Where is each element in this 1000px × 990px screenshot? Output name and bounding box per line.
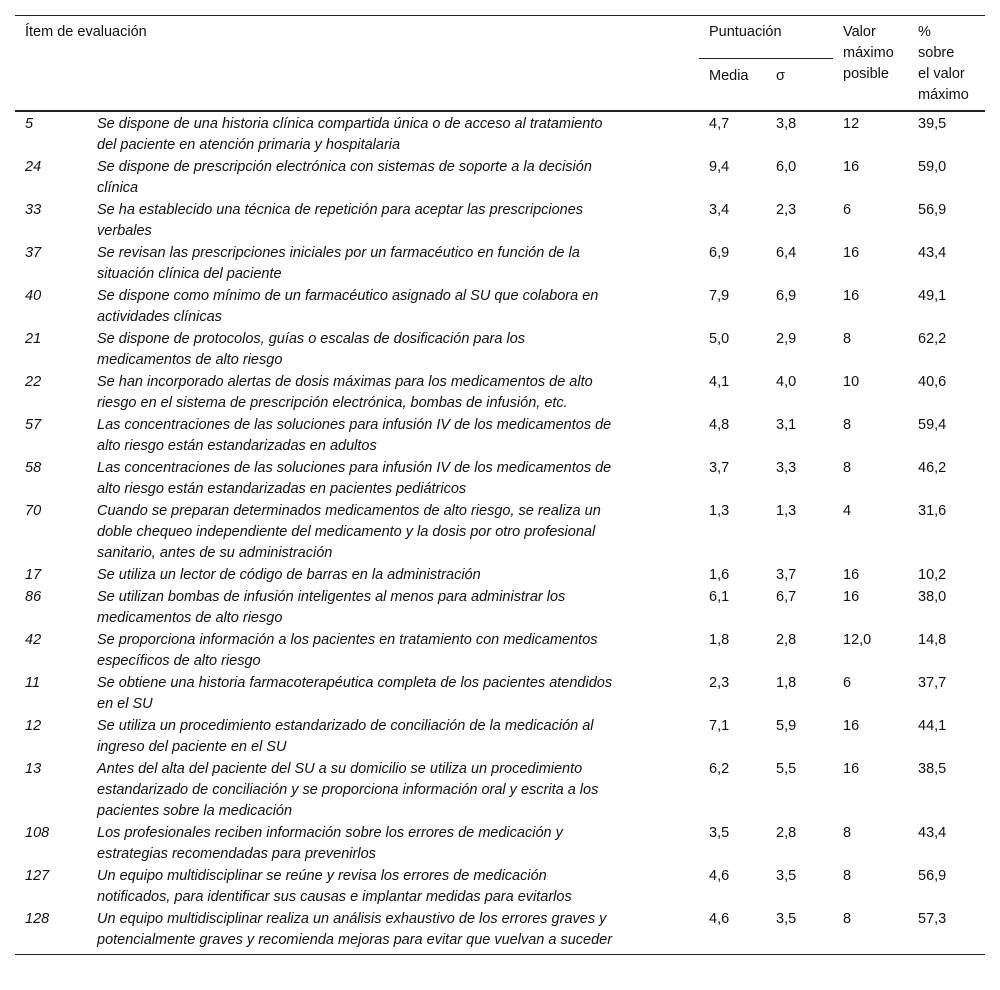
- description-line: Se utiliza un procedimiento estandarizado de conciliación de la medicación al: [97, 718, 594, 734]
- description-line: estandarizado de conciliación y se proporciona información oral y escrita a los: [97, 782, 599, 798]
- max-value: 16: [843, 567, 860, 583]
- item-number: 33: [25, 202, 42, 218]
- item-description: [87, 415, 699, 458]
- item-number: 40: [25, 288, 42, 304]
- media-value: 4,1: [709, 374, 730, 390]
- pct-value: 43,4: [918, 825, 947, 841]
- header-porcentaje: % sobre el valor máximo: [908, 16, 985, 112]
- max-value: 12,0: [843, 632, 872, 648]
- description-line: Los profesionales reciben información sobre los errores de medicación y: [97, 825, 563, 841]
- description-line: medicamentos de alto riesgo: [97, 610, 283, 626]
- item-number: 11: [25, 675, 41, 691]
- item-description: [87, 243, 699, 286]
- description-line: Se dispone como mínimo de un farmacéutico asignado al SU que colabora en: [97, 288, 599, 304]
- media-value: 6,9: [709, 245, 730, 261]
- item-number: 12: [25, 718, 42, 734]
- media-value: 4,7: [699, 111, 766, 157]
- max-value: 16: [843, 718, 860, 734]
- table-row: [15, 157, 985, 200]
- description-line: Se han incorporado alertas de dosis máximas para los medicamentos de alto: [97, 374, 593, 390]
- media-value: 3,7: [709, 460, 730, 476]
- sigma-value: 3,7: [776, 567, 797, 583]
- item-description: [87, 673, 699, 716]
- sigma-value: 6,9: [776, 288, 797, 304]
- pct-value: 43,4: [918, 245, 947, 261]
- item-number: 70: [25, 503, 42, 519]
- pct-value: 62,2: [918, 331, 947, 347]
- media-value: 6,1: [709, 589, 730, 605]
- description-line: estrategias recomendadas para prevenirlos: [97, 846, 376, 862]
- sigma-value: 1,8: [776, 675, 797, 691]
- table-row: [15, 111, 985, 157]
- sigma-value: 1,3: [776, 503, 797, 519]
- description-line: Se dispone de una historia clínica compartida única o de acceso al tratamiento: [97, 116, 603, 132]
- description-line: doble chequeo independiente del medicamento y la dosis por otro profesional: [97, 524, 596, 540]
- table-row: [15, 501, 985, 565]
- item-number: 57: [25, 417, 42, 433]
- item-number: 42: [25, 632, 42, 648]
- media-value: 5,0: [709, 331, 730, 347]
- table-row: [15, 673, 985, 716]
- item-description: [87, 329, 699, 372]
- pct-value: 57,3: [908, 909, 985, 955]
- description-line: verbales: [97, 223, 152, 239]
- sigma-value: 5,9: [776, 718, 797, 734]
- sigma-value: 6,0: [776, 159, 797, 175]
- description-line: alto riesgo están estandarizadas en pacientes pediátricos: [97, 481, 467, 497]
- description-line: Un equipo multidisciplinar se reúne y revisa los errores de medicación: [97, 868, 547, 884]
- description-line: riesgo en el sistema de prescripción electrónica, bombas de infusión, etc.: [97, 395, 568, 411]
- item-description: [87, 565, 699, 587]
- pct-value: 10,2: [918, 567, 947, 583]
- sigma-value: 2,8: [776, 632, 797, 648]
- max-value: 6: [843, 675, 852, 691]
- max-value: 16: [843, 288, 860, 304]
- item-number: 21: [25, 331, 42, 347]
- header-media: Media: [709, 68, 749, 85]
- item-number: 58: [25, 460, 42, 476]
- media-value: 1,3: [709, 503, 730, 519]
- max-value: 16: [843, 589, 860, 605]
- table-row: [15, 565, 985, 587]
- sigma-value: 2,8: [776, 825, 797, 841]
- table-row: [15, 587, 985, 630]
- pct-value: 56,9: [918, 868, 947, 884]
- media-value: 2,3: [709, 675, 730, 691]
- pct-value: 37,7: [918, 675, 947, 691]
- media-value: 1,6: [709, 567, 730, 583]
- table-row: [15, 823, 985, 866]
- description-line: Se dispone de protocolos, guías o escalas de dosificación para los: [97, 331, 526, 347]
- item-description: [87, 823, 699, 866]
- item-description: [87, 372, 699, 415]
- description-line: en el SU: [97, 696, 153, 712]
- description-line: alto riesgo están estandarizadas en adultos: [97, 438, 377, 454]
- evaluation-table: [15, 15, 985, 955]
- description-line: Antes del alta del paciente del SU a su domicilio se utiliza un procedimiento: [97, 761, 583, 777]
- pct-value: 46,2: [918, 460, 947, 476]
- item-number: 127: [25, 868, 50, 884]
- table-row: [15, 200, 985, 243]
- description-line: Cuando se preparan determinados medicamentos de alto riesgo, se realiza un: [97, 503, 601, 519]
- item-number: 22: [25, 374, 42, 390]
- item-description: [87, 759, 699, 823]
- pct-value: 49,1: [918, 288, 947, 304]
- item-number: 37: [25, 245, 42, 261]
- item-number: 13: [25, 761, 42, 777]
- header-sigma: σ: [776, 68, 785, 85]
- item-number: 17: [25, 567, 42, 583]
- description-line: ingreso del paciente en el SU: [97, 739, 287, 755]
- table-row: [15, 415, 985, 458]
- sigma-value: 6,4: [776, 245, 797, 261]
- sigma-value: 3,5: [766, 909, 833, 955]
- pct-value: 38,0: [918, 589, 947, 605]
- table-row: [15, 759, 985, 823]
- pct-value: 59,0: [918, 159, 947, 175]
- table-row: [15, 866, 985, 909]
- pct-value: 38,5: [918, 761, 947, 777]
- table-header: [15, 16, 985, 112]
- description-line: Se proporciona información a los pacientes en tratamiento con medicamentos: [97, 632, 598, 648]
- media-value: 7,1: [709, 718, 730, 734]
- item-description: [87, 157, 699, 200]
- table-row: [15, 372, 985, 415]
- item-number: 86: [25, 589, 42, 605]
- item-number: 128: [15, 909, 87, 955]
- max-value: 8: [843, 331, 852, 347]
- header-item: Ítem de evaluación: [15, 16, 699, 112]
- max-value: 8: [843, 825, 852, 841]
- item-description: [87, 866, 699, 909]
- sigma-value: 2,9: [776, 331, 797, 347]
- table-row: [15, 909, 985, 955]
- description-line: Se ha establecido una técnica de repetición para aceptar las prescripciones: [97, 202, 584, 218]
- item-description: [87, 909, 699, 955]
- item-description: [87, 501, 699, 565]
- max-value: 8: [843, 460, 852, 476]
- description-line: pacientes sobre la medicación: [97, 803, 293, 819]
- description-line: sanitario, antes de su administración: [97, 545, 333, 561]
- pct-value: 14,8: [918, 632, 947, 648]
- item-description: [87, 630, 699, 673]
- media-value: 4,8: [709, 417, 730, 433]
- item-description: [87, 111, 699, 157]
- max-value: 8: [833, 909, 908, 955]
- pct-value: 56,9: [918, 202, 947, 218]
- table-body: [15, 111, 985, 955]
- sigma-value: 3,3: [776, 460, 797, 476]
- media-value: 7,9: [709, 288, 730, 304]
- table-row: [15, 458, 985, 501]
- media-value: 4,6: [709, 868, 730, 884]
- description-line: Se revisan las prescripciones iniciales por un farmacéutico en función de la: [97, 245, 580, 261]
- table-row: [15, 286, 985, 329]
- description-line: potencialmente graves y recomienda mejoras para evitar que vuelvan a suceder: [97, 932, 613, 948]
- max-value: 8: [843, 868, 852, 884]
- sigma-value: 4,0: [776, 374, 797, 390]
- sigma-value: 2,3: [776, 202, 797, 218]
- item-description: [87, 716, 699, 759]
- description-line: situación clínica del paciente: [97, 266, 282, 282]
- description-line: Las concentraciones de las soluciones para infusión IV de los medicamentos de: [97, 417, 612, 433]
- table-row: [15, 329, 985, 372]
- item-number: 108: [25, 825, 50, 841]
- media-value: 4,6: [699, 909, 766, 955]
- item-description: [87, 286, 699, 329]
- pct-value: 59,4: [918, 417, 947, 433]
- description-line: del paciente en atención primaria y hospitalaria: [97, 137, 401, 153]
- max-value: 8: [843, 417, 852, 433]
- item-number: 5: [15, 111, 87, 157]
- item-description: [87, 200, 699, 243]
- item-number: 24: [25, 159, 42, 175]
- max-value: 16: [843, 245, 860, 261]
- pct-value: 40,6: [918, 374, 947, 390]
- description-line: Las concentraciones de las soluciones para infusión IV de los medicamentos de: [97, 460, 612, 476]
- media-value: 6,2: [709, 761, 730, 777]
- description-line: específicos de alto riesgo: [97, 653, 261, 669]
- max-value: 16: [843, 159, 860, 175]
- description-line: Un equipo multidisciplinar realiza un análisis exhaustivo de los errores graves y: [97, 911, 607, 927]
- max-value: 4: [843, 503, 852, 519]
- max-value: 10: [843, 374, 860, 390]
- pct-value: 39,5: [908, 111, 985, 157]
- table-row: [15, 243, 985, 286]
- description-line: Se dispone de prescripción electrónica con sistemas de soporte a la decisión: [97, 159, 592, 175]
- sigma-value: 3,8: [766, 111, 833, 157]
- media-value: 3,4: [709, 202, 730, 218]
- description-line: clínica: [97, 180, 139, 196]
- max-value: 16: [843, 761, 860, 777]
- media-value: 3,5: [709, 825, 730, 841]
- sigma-value: 5,5: [776, 761, 797, 777]
- description-line: medicamentos de alto riesgo: [97, 352, 283, 368]
- description-line: Se utilizan bombas de infusión inteligentes al menos para administrar los: [97, 589, 566, 605]
- max-value: 12: [833, 111, 908, 157]
- description-line: notificados, para identificar sus causas e implantar medidas para evitarlos: [97, 889, 572, 905]
- header-puntuacion: Puntuación: [699, 16, 833, 59]
- sigma-value: 6,7: [776, 589, 797, 605]
- item-description: [87, 587, 699, 630]
- sigma-value: 3,5: [776, 868, 797, 884]
- table-row: [15, 630, 985, 673]
- table-row: [15, 716, 985, 759]
- sigma-value: 3,1: [776, 417, 797, 433]
- description-line: actividades clínicas: [97, 309, 222, 325]
- description-line: Se utiliza un lector de código de barras en la administración: [97, 567, 481, 583]
- header-valor-maximo: Valor máximo posible: [833, 16, 908, 112]
- description-line: Se obtiene una historia farmacoterapéutica completa de los pacientes atendidos: [97, 675, 613, 691]
- media-value: 1,8: [709, 632, 730, 648]
- pct-value: 44,1: [918, 718, 947, 734]
- item-description: [87, 458, 699, 501]
- media-value: 9,4: [709, 159, 730, 175]
- max-value: 6: [843, 202, 852, 218]
- pct-value: 31,6: [918, 503, 947, 519]
